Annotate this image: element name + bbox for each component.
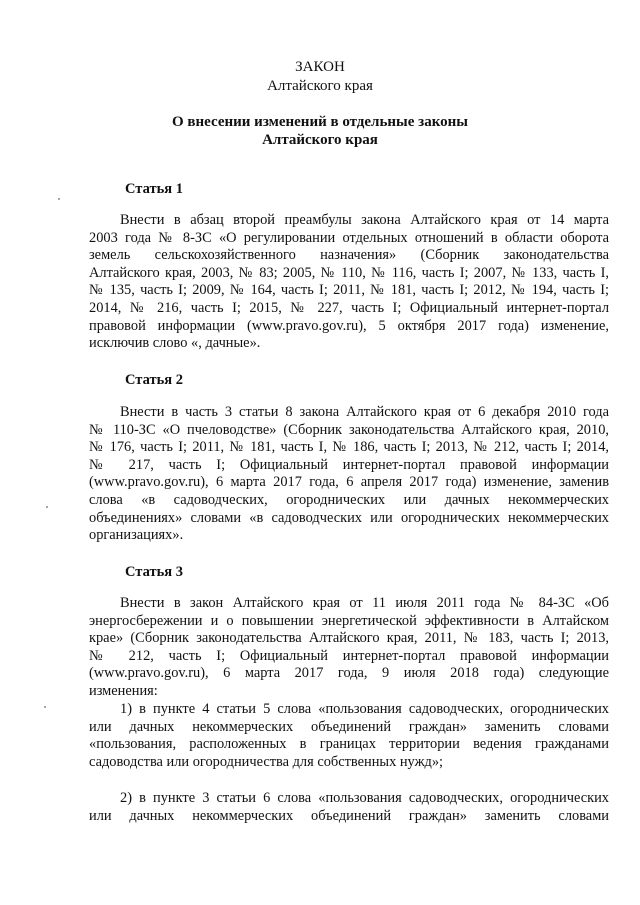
law-heading: ЗАКОН [295, 59, 345, 75]
text-line: № 135, часть I; 2009, № 164, часть I; 2011, № 181, часть I; 2012, № 194, часть I; [89, 282, 609, 299]
text-line: «пользования, расположенных в границах территории ведения гражданами [89, 736, 609, 753]
text-line: (www.pravo.gov.ru), 6 марта 2017 года, 6 апреля 2017 года) изменение, заменив [89, 474, 609, 491]
text-line: Внести в абзац второй преамбулы закона Алтайского края от 14 марта [120, 212, 609, 228]
text-line: 2) в пункте 3 статьи 6 слова «пользования садоводческих, огороднических [120, 790, 609, 806]
scan-speck [44, 706, 46, 708]
text-line: 1) в пункте 4 статьи 5 слова «пользования садоводческих, огороднических [120, 701, 609, 717]
region-heading: Алтайского края [267, 78, 373, 94]
text-line: энергосбережении и о повышении энергетической эффективности в Алтайском [89, 612, 609, 629]
article-3-item-2 [89, 790, 609, 825]
article-3-title: Статья 3 [125, 564, 183, 580]
text-line: слова «в садоводческих, огороднических или дачных некоммерческих [89, 491, 609, 508]
text-line: садоводства или огородничества для собственных нужд»; [89, 753, 444, 770]
text-line: крае» (Сборник законодательства Алтайского края, 2011, № 183, часть I; 2013, [89, 630, 609, 647]
text-line: Внести в часть 3 статьи 8 закона Алтайского края от 6 декабря 2010 года [120, 404, 609, 420]
law-title-line-2: Алтайского края [262, 132, 378, 148]
text-line: правовой информации (www.pravo.gov.ru), 5 октября 2017 года) изменение, [89, 317, 609, 334]
article-3-item-1 [89, 701, 609, 771]
article-2-title: Статья 2 [125, 372, 183, 388]
text-line: № 110-ЗС «О пчеловодстве» (Сборник законодательства Алтайского края, 2010, [89, 421, 609, 438]
text-line: 2014, № 216, часть I; 2015, № 227, часть I; Официальный интернет-портал [89, 299, 609, 316]
text-line: исключив слово «, дачные». [89, 335, 261, 352]
text-line: объединениях» словами «в садоводческих или огороднических некоммерческих [89, 509, 609, 526]
law-title-line-1: О внесении изменений в отдельные законы [172, 114, 468, 130]
text-line: (www.pravo.gov.ru), 6 марта 2017 года, 9 июля 2018 года) следующие [89, 665, 609, 682]
article-1-text [89, 212, 609, 353]
article-3-text [89, 595, 609, 701]
article-2-text [89, 404, 609, 545]
text-line: Алтайского края, 2003, № 83; 2005, № 110, № 116, часть I; 2007, № 133, часть I, [89, 264, 609, 281]
text-line: Внести в закон Алтайского края от 11 июля 2011 года № 84-ЗС «Об [120, 595, 609, 611]
scan-speck [46, 506, 48, 508]
text-line: № 217, часть I; Официальный интернет-портал правовой информации [89, 456, 609, 473]
text-line: изменения: [89, 682, 158, 699]
text-line: организациях». [89, 527, 184, 544]
article-1-title: Статья 1 [125, 181, 183, 197]
text-line: № 176, часть I; 2011, № 181, часть I, № 186, часть I; 2013, № 212, часть I; 2014, [89, 439, 609, 456]
text-line: или дачных некоммерческих объединений граждан» заменить словами [89, 807, 609, 824]
text-line: или дачных некоммерческих объединений граждан» заменить словами [89, 718, 609, 735]
text-line: земель сельскохозяйственного назначения» (Сборник законодательства [89, 247, 609, 264]
text-line: 2003 года № 8-ЗС «О регулировании отдельных отношений в области оборота [89, 229, 609, 246]
text-line: № 212, часть I; Официальный интернет-портал правовой информации [89, 647, 609, 664]
scan-speck [58, 198, 60, 200]
